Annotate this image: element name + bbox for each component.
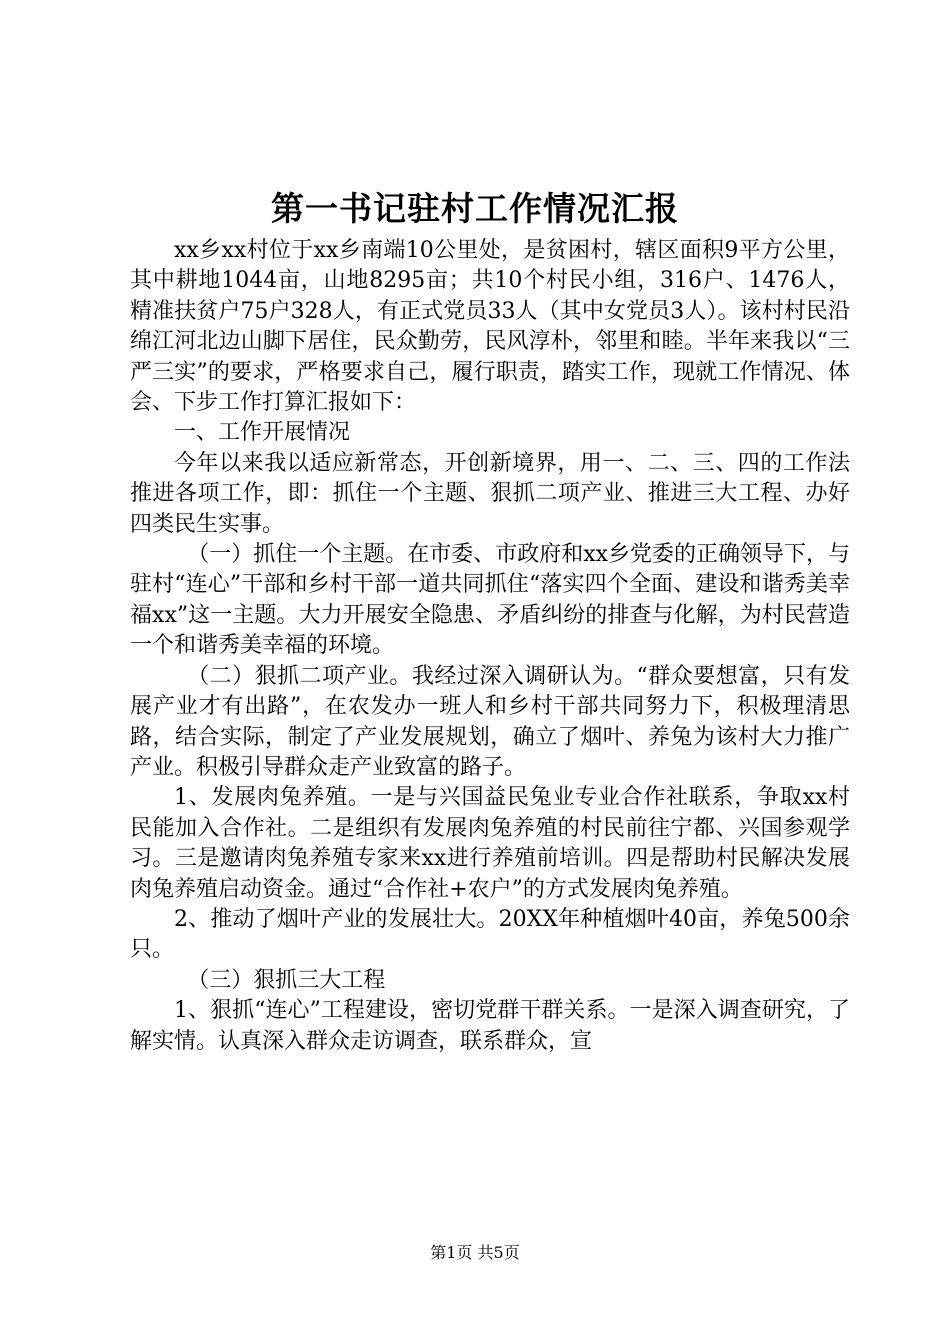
overview-paragraph: 今年以来我以适应新常态，开创新境界，用一、二、三、四的工作法推进各项工作，即：抓住一个主题、狠抓二项产业、推进三大工程、办好四类民生实事。 [130, 450, 850, 537]
page-footer: 第1页 共5页 [430, 1243, 520, 1262]
rabbit-farming-paragraph: 1、发展肉兔养殖。一是与兴国益民兔业专业合作社联系，争取xx村民能加入合作社。二是组织有发展肉兔养殖的村民前往宁都、兴国参观学习。三是邀请肉兔养殖专家来xx进行养殖前培训。四是帮助村民解决发展肉兔养殖启动资金。通过“合作社+农户”的方式发展肉兔养殖。 [130, 785, 850, 902]
subsection-2-paragraph: （二）狠抓二项产业。我经过深入调研认为。“群众要想富，只有发展产业才有出路”，在农发办一班人和乡村干部共同努力下，积极理清思路，结合实际，制定了产业发展规划，确立了烟叶、养兔为该村大力推广产业。积极引导群众走产业致富的路子。 [130, 663, 850, 780]
subsection-1-paragraph: （一）抓住一个主题。在市委、市政府和xx乡党委的正确领导下，与驻村“连心”干部和乡村干部一道共同抓住“落实四个全面、建设和谐秀美幸福xx”这一主题。大力开展安全隐患、矛盾纠纷的排查与化解，为村民营造一个和谐秀美幸福的环境。 [130, 542, 851, 659]
document-body [130, 236, 850, 1057]
section-heading-1: 一、工作开展情况 [174, 420, 351, 446]
subsection-3-heading: （三）狠抓三大工程 [187, 967, 386, 993]
lianxin-project-paragraph: 1、狠抓“连心”工程建设，密切党群干群关系。一是深入调查研究，了解实情。认真深入群众走访调查，联系群众，宣 [130, 998, 850, 1054]
intro-paragraph: xx乡xx村位于xx乡南端10公里处，是贫困村，辖区面积9平方公里，其中耕地1044亩，山地8295亩；共10个村民小组，316户、1476人，精准扶贫户75户328人，有正式党员33人（其中女党员3人）。该村村民沿绵江河北边山脚下居住，民众勤劳，民风淳朴，邻里和睦。半年来我以“三严三实”的要求，严格要求自己，履行职责，踏实工作，现就工作情况、体会、下步工作打算汇报如下： [130, 238, 850, 416]
tobacco-paragraph: 2、推动了烟叶产业的发展壮大。20XX年种植烟叶40亩，养兔500余只。 [130, 906, 850, 963]
document-title: 第一书记驻村工作情况汇报 [271, 189, 679, 228]
